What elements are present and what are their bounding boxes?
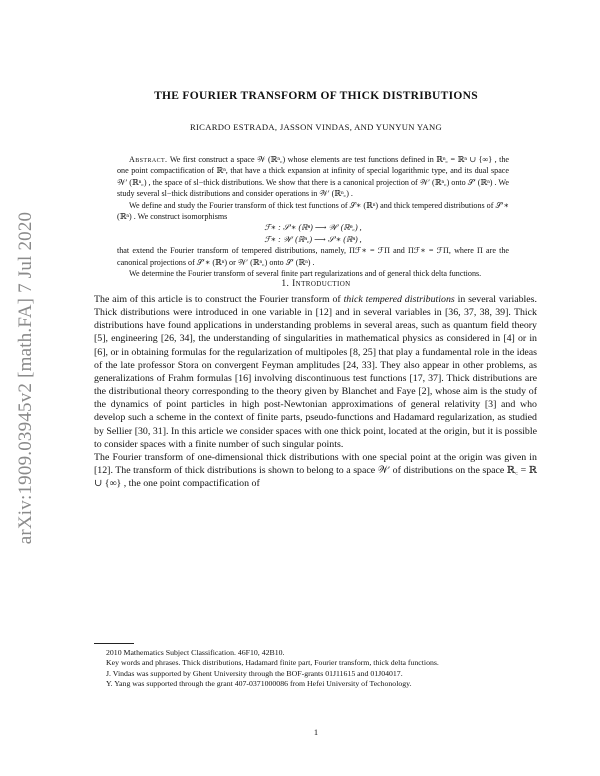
footnote-grant-yang: Y. Yang was supported through the grant 407-0371000086 from Hefei University of Techonology. <box>106 679 412 689</box>
section-heading: 1. Introduction <box>281 279 351 289</box>
footnote-keywords: Key words and phrases. Thick distributions, Hadamard finite part, Fourier transform, thick delta functions. <box>106 658 439 668</box>
body-p1-start: The aim of this article is to construct the Fourier transform of <box>94 294 344 305</box>
footnote-grant-vindas: J. Vindas was supported by Ghent University through the BOF-grants 01J11615 and 01J04017. <box>106 668 403 678</box>
abstract-text-1: We first construct a space 𝒲 (ℝⁿ꜀) whose elements are test functions defined in ℝⁿ꜀ = ℝⁿ ∪ {∞} , the one point compactification of ℝⁿ, that have a thick expansion at infinity of special logarithmic type, and its dual space 𝒲′ (ℝⁿ꜀) , the space of sl−thick distributions. We show that there is a canonical projection of 𝒲′ (ℝⁿ꜀) onto 𝒮′ (ℝⁿ) . We study several sl−thick distributions and consider operations in 𝒲′ (ℝⁿ꜀) . <box>117 155 509 199</box>
body-paragraph-2: The Fourier transform of one-dimensional thick distributions with one special point at the origin was given in [12]. The transform of thick distributions is shown to belong to a space 𝒲′ of distributions on the space ℝ꜀ = ℝ ∪ {∞} , the one point compactification of <box>94 451 537 490</box>
equation-1: ℱ∗ : 𝒮′∗ (ℝⁿ) ⟶ 𝒲′ (ℝⁿ꜀) , <box>264 223 362 233</box>
abstract-paragraph-4: We determine the Fourier transform of several finite part regularizations and of general thick delta functions. <box>129 269 482 279</box>
body-text <box>94 293 537 490</box>
paper-authors: RICARDO ESTRADA, JASSON VINDAS, AND YUNYUN YANG <box>189 122 443 132</box>
abstract-paragraph-2: We define and study the Fourier transform of thick test functions of 𝒮∗ (ℝⁿ) and thick tempered distributions of 𝒮′∗ (ℝⁿ) . We construct isomorphisms <box>117 200 509 222</box>
body-p1-emphasis: thick tempered distributions <box>343 294 455 305</box>
page-number: 1 <box>313 727 319 737</box>
abstract-paragraph-1 <box>117 154 509 200</box>
paper-title: THE FOURIER TRANSFORM OF THICK DISTRIBUTIONS <box>154 90 478 102</box>
body-p1-rest: in several variables. Thick distributions were introduced in one variable in [12] and in several variables in [36, 37, 38, 39]. Thick distributions have found applications in understanding problems in several areas, such as quantum field theory [5], engineering [26, 34], the understanding of singularities in mathematical physics as considered in [4] or in [6], or in obtaining formulas for the regularization of multipoles [8, 25] that play a fundamental role in the ideas of the late professor Stora on convergent Feyman amplitudes [24, 33]. They also appear in other problems, as generalizations of Frahm formulas [16] involving discontinuous test functions [17, 37]. Thick distributions are the distributional theory corresponding to the theory given by Blanchet and Faye [2], whose aim is the study of the dynamics of point particles in high post-Newtonian approximations of general relativity [3] and who develop such a scheme in the context of finite parts, pseudo-functions and Hadamard regularization, as studied by Sellier [30, 31]. In this article we consider spaces with one thick point, located at the origin, but it is possible to consider spaces with a finite number of such singular points. <box>94 294 537 450</box>
footnote-msc: 2010 Mathematics Subject Classification. 46F10, 42B10. <box>106 648 285 657</box>
arxiv-sidebar <box>8 188 44 568</box>
abstract-paragraph-3: that extend the Fourier transform of tempered distributions, namely, Πℱ∗ = ℱΠ and Πℱ∗ = ℱΠ, where Π are the canonical projections of 𝒮′∗ (ℝⁿ) or 𝒲′ (ℝⁿ꜀) onto 𝒮′ (ℝⁿ) . <box>117 246 509 267</box>
equation-2: ℱ∗ : 𝒲′ (ℝⁿ꜀) ⟶ 𝒮′∗ (ℝⁿ) , <box>264 234 362 244</box>
footnote-rule <box>94 643 134 644</box>
body-paragraph-1 <box>94 293 537 451</box>
abstract-label: Abstract. <box>129 155 168 164</box>
arxiv-identifier: arXiv:1909.03945v2 [math.FA] 7 Jul 2020 <box>15 211 36 545</box>
abstract <box>117 154 509 279</box>
footnotes <box>94 648 537 690</box>
